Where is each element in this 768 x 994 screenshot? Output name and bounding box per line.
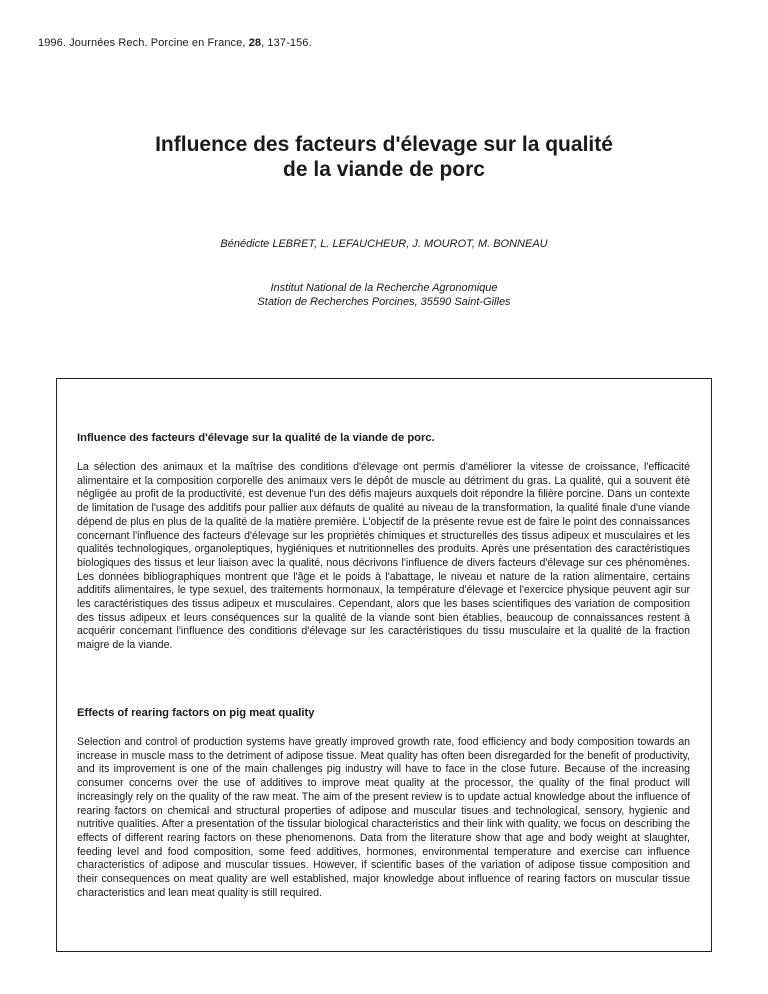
paper-title-line1: Influence des facteurs d'élevage sur la qualité xyxy=(155,133,613,156)
citation-pages: , 137-156. xyxy=(261,37,312,49)
citation xyxy=(38,37,312,49)
citation-prefix: 1996. Journées Rech. Porcine en France, xyxy=(38,37,246,49)
abstract-fr-title: Influence des facteurs d'élevage sur la qualité de la viande de porc. xyxy=(77,432,435,444)
abstract-en-title: Effects of rearing factors on pig meat quality xyxy=(77,707,315,719)
affiliation xyxy=(0,281,768,309)
affiliation-line2: Station de Recherches Porcines, 35590 Saint-Gilles xyxy=(257,296,511,308)
paper-title xyxy=(0,132,768,182)
affiliation-line1: Institut National de la Recherche Agronomique xyxy=(270,282,498,294)
abstract-fr-text: La sélection des animaux et la maîtrise des conditions d'élevage ont permis d'améliorer la vitesse de croissance, l'efficacité alimentaire et la composition corporelle des animaux vers le dépôt de muscle au détriment du gras. La qualité, qui a souvent été négligée au profit de la productivité, est devenue l'un des défis majeurs auxquels doit répondre la filière porcine. Dans un contexte de limitation de l'usage des additifs pour pallier aux défauts de qualité au niveau de la transformation, la qualité finale d'une viande dépend de plus en plus de la qualité de la matière première. L'objectif de la présente revue est de faire le point des connaissances concernant l'influence des facteurs d'élevage sur les propriétés chimiques et structurelles des tissus adipeux et musculaires et les qualités technologiques, organoleptiques, hygiéniques et nutritionnelles des produits. Après une présentation des caractéristiques biologiques des tissus et leur liaison avec la qualité, nous décrivons l'influence de divers facteurs d'élevage sur ces phénomènes. Les données bibliographiques montrent que l'âge et le poids à l'abattage, le niveau et nature de la ration alimentaire, certains additifs alimentaires, le type sexuel, des traitements hormonaux, la température d'élevage et l'exercice physique peuvent agir sur les caractéristiques des tissus adipeux et musculaires. Cependant, alors que les bases scientifiques des variation de composition des tissus adipeux et leurs conséquences sur la qualité de la viande sont bien établies, beaucoup de connaissances restent à acquérir concernant l'influence des conditions d'élevage sur les caractéristiques du tissu musculaire et la qualité de la fraction maigre de la viande. xyxy=(77,461,690,652)
paper-title-line2: de la viande de porc xyxy=(283,158,485,181)
abstract-en-text: Selection and control of production systems have greatly improved growth rate, food efficiency and body composition towards an increase in muscle mass to the detriment of adipose tissue. Meat quality has often been disregarded for the benefit of productivity, and its improvement is one of the main challenges pig industry will have to face in the close future. Because of the increasing consumer concerns over the use of additives to improve meat quality at the processor, the quality of the final product will increasingly rely on the quality of the raw meat. The aim of the present review is to update actual knowledge about the influence of rearing factors on chemical and structural properties of adipose and muscular tisues and technological, sensory, hygienic and nutritive qualities. After a presentation of the tissular biological characteristics and their link with quality, we focus on describing the effects of different rearing factors on these phenomenons. Data from the literature show that age and body weight at slaughter, feeding level and food composition, some feed additives, hormones, environmental temperature and exercise can influence characteristics of adipose and muscular tissues. However, if scientific bases of the variation of adipose tissue composition and their consequences on meat quality are well established, major knowledge about influence of rearing factors on muscular tissue characteristics and lean meat quality is still required. xyxy=(77,736,690,899)
citation-volume: 28 xyxy=(248,37,262,49)
authors: Bénédicte LEBRET, L. LEFAUCHEUR, J. MOUROT, M. BONNEAU xyxy=(220,238,548,250)
abstract-box xyxy=(56,378,712,952)
